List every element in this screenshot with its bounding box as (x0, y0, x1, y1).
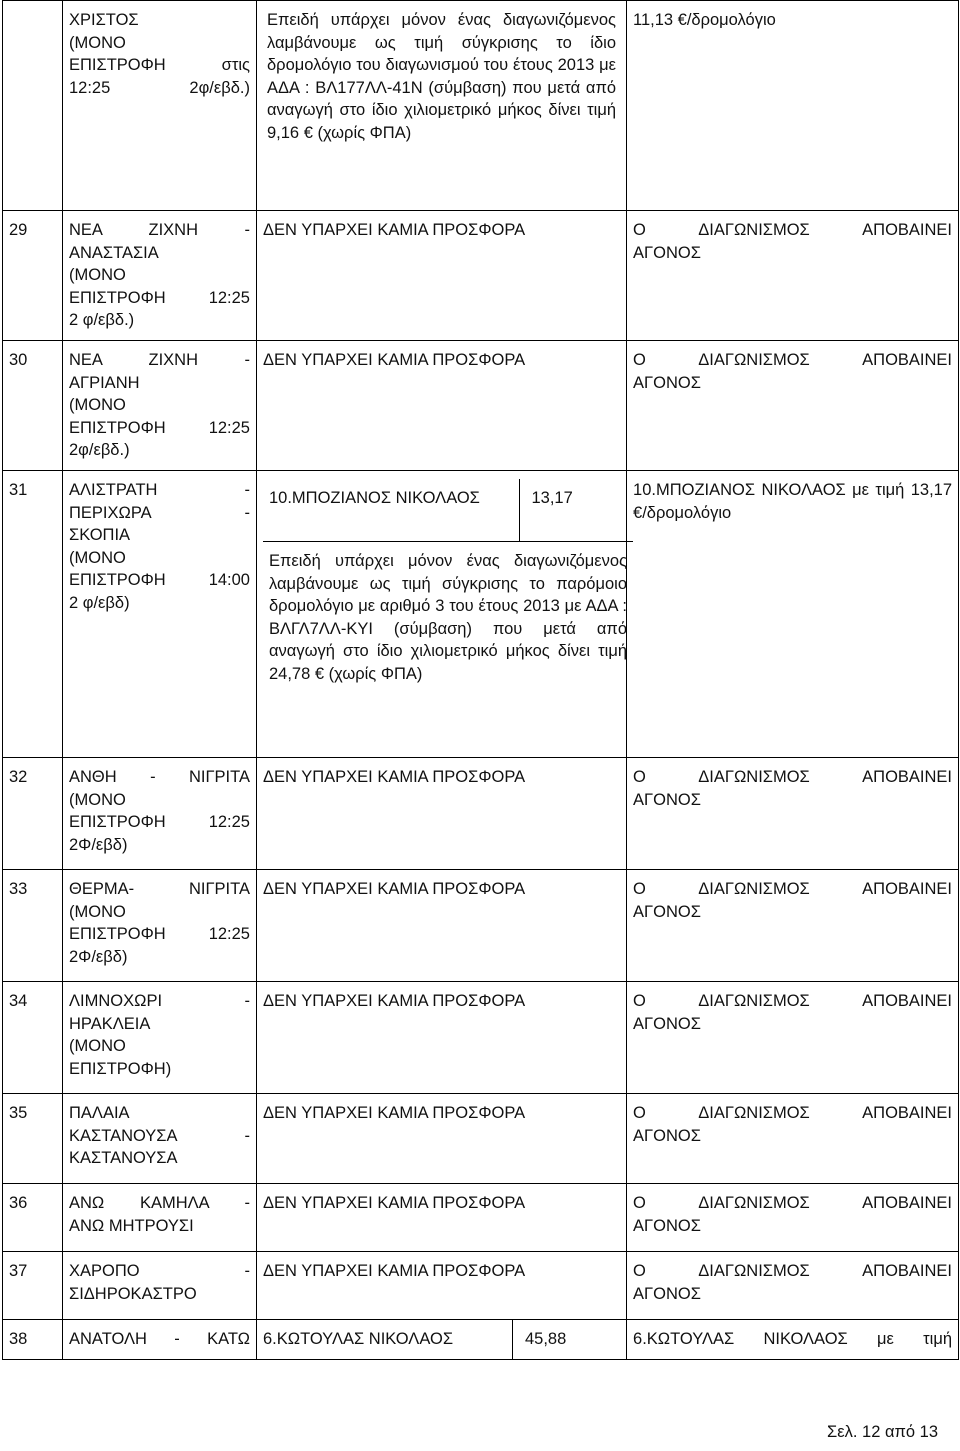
offer-subtable (263, 479, 633, 694)
route-cell (63, 1251, 257, 1319)
comparison-note (263, 541, 633, 693)
route-cell (63, 869, 257, 981)
no-offer-cell (257, 1251, 627, 1319)
route-line: (ΜΟΝΟ (69, 790, 126, 809)
table-row (3, 470, 959, 757)
route-line: ΣΙΔΗΡΟΚΑΣΤΡΟ (69, 1284, 197, 1303)
table-row (3, 1, 959, 211)
row-number: 33 (3, 869, 63, 981)
comparison-note (257, 1, 627, 211)
route-line: (ΜΟΝΟ (69, 33, 126, 52)
void-text-2: ΑΓΟΝΟΣ (633, 243, 701, 262)
no-offer-text: ΔΕΝ ΥΠΑΡΧΕΙ ΚΑΜΙΑ ΠΡΟΣΦΟΡΑ (263, 1193, 526, 1212)
void-text: Ο ΔΙΑΓΩΝΙΣΜΟΣ ΑΠΟΒΑΙΝΕΙ (633, 221, 953, 239)
row-number: 38 (3, 1319, 63, 1359)
route-line: ΕΠΙΣΤΡΟΦΗ 12:25 (69, 813, 250, 832)
row-number: 30 (3, 340, 63, 470)
no-offer-text: ΔΕΝ ΥΠΑΡΧΕΙ ΚΑΜΙΑ ΠΡΟΣΦΟΡΑ (263, 879, 526, 898)
void-text-2: ΑΓΟΝΟΣ (633, 902, 701, 921)
bidder-name: 10.ΜΠΟΖΙΑΝΟΣ ΝΙΚΟΛΑΟΣ (263, 479, 519, 542)
route-line: ΑΝΩ ΜΗΤΡΟΥΣΙ (69, 1216, 194, 1235)
route-line: (ΜΟΝΟ (69, 1037, 126, 1056)
no-offer-text: ΔΕΝ ΥΠΑΡΧΕΙ ΚΑΜΙΑ ΠΡΟΣΦΟΡΑ (263, 1261, 526, 1280)
result-cell (627, 340, 959, 470)
route-line: 2 φ/εβδ.) (69, 311, 135, 330)
result-cell (627, 757, 959, 869)
result-cell (627, 869, 959, 981)
route-line: ΑΝΘΗ - ΝΙΓΡΙΤΑ (69, 767, 250, 786)
result-text: 10.ΜΠΟΖΙΑΝΟΣ ΝΙΚΟΛΑΟΣ με τιμή 13,17 €/δρομολόγιο (633, 480, 953, 522)
tender-results-table (2, 0, 959, 1360)
result-text: 11,13 €/δρομολόγιο (633, 11, 776, 29)
row-number: 37 (3, 1251, 63, 1319)
void-text: Ο ΔΙΑΓΩΝΙΣΜΟΣ ΑΠΟΒΑΙΝΕΙ (633, 350, 953, 369)
route-line: ΚΑΣΤΑΝΟΥΣΑ - (69, 1126, 250, 1145)
row-number: 29 (3, 211, 63, 341)
no-offer-cell (257, 869, 627, 981)
table-row (3, 981, 959, 1093)
route-line: ΚΑΣΤΑΝΟΥΣΑ (69, 1149, 178, 1168)
no-offer-cell (257, 757, 627, 869)
route-line: 2φ/εβδ.) (69, 441, 130, 460)
no-offer-text: ΔΕΝ ΥΠΑΡΧΕΙ ΚΑΜΙΑ ΠΡΟΣΦΟΡΑ (263, 221, 526, 239)
no-offer-cell (257, 340, 627, 470)
void-text-2: ΑΓΟΝΟΣ (633, 790, 701, 809)
route-line: (ΜΟΝΟ (69, 548, 126, 567)
result-cell (627, 1183, 959, 1251)
void-text: Ο ΔΙΑΓΩΝΙΣΜΟΣ ΑΠΟΒΑΙΝΕΙ (633, 879, 953, 898)
route-line: ΗΡΑΚΛΕΙΑ (69, 1014, 151, 1033)
no-offer-cell (257, 1093, 627, 1183)
route-line: (ΜΟΝΟ (69, 902, 126, 921)
table-row (3, 869, 959, 981)
route-line: ΠΑΛΑΙΑ (69, 1103, 130, 1122)
table-row (3, 757, 959, 869)
route-line: 12:25 2φ/εβδ.) (69, 78, 250, 97)
route-cell (63, 1093, 257, 1183)
void-text: Ο ΔΙΑΓΩΝΙΣΜΟΣ ΑΠΟΒΑΙΝΕΙ (633, 767, 953, 786)
result-cell (627, 1, 959, 211)
result-cell (627, 470, 959, 757)
void-text: Ο ΔΙΑΓΩΝΙΣΜΟΣ ΑΠΟΒΑΙΝΕΙ (633, 1261, 953, 1280)
table-row (3, 1251, 959, 1319)
route-line: (ΜΟΝΟ (69, 396, 126, 415)
row-number: 31 (3, 470, 63, 757)
route-cell (63, 340, 257, 470)
void-text-2: ΑΓΟΝΟΣ (633, 1216, 701, 1235)
no-offer-cell (257, 211, 627, 341)
route-line: 2 φ/εβδ) (69, 593, 130, 612)
route-line: ΕΠΙΣΤΡΟΦΗ) (69, 1059, 172, 1078)
result-text: 6.ΚΩΤΟΥΛΑΣ ΝΙΚΟΛΑΟΣ με τιμή (633, 1329, 953, 1348)
route-line: ΕΠΙΣΤΡΟΦΗ 12:25 (69, 288, 250, 307)
no-offer-text: ΔΕΝ ΥΠΑΡΧΕΙ ΚΑΜΙΑ ΠΡΟΣΦΟΡΑ (263, 350, 526, 369)
row-number: 35 (3, 1093, 63, 1183)
page-number: Σελ. 12 από 13 (827, 1423, 938, 1441)
route-line: ΝΕΑ ΖΙΧΝΗ - (69, 350, 250, 369)
result-cell (627, 211, 959, 341)
route-line: 2Φ/εβδ) (69, 835, 128, 854)
route-line: ΑΝΩ ΚΑΜΗΛΑ - (69, 1193, 250, 1212)
bidder-name: 6.ΚΩΤΟΥΛΑΣ ΝΙΚΟΛΑΟΣ (257, 1319, 513, 1359)
void-text: Ο ΔΙΑΓΩΝΙΣΜΟΣ ΑΠΟΒΑΙΝΕΙ (633, 1103, 953, 1122)
route-cell (63, 757, 257, 869)
route-line: ΣΚΟΠΙΑ (69, 526, 131, 545)
route-line: ΘΕΡΜΑ- ΝΙΓΡΙΤΑ (69, 879, 250, 898)
no-offer-text: ΔΕΝ ΥΠΑΡΧΕΙ ΚΑΜΙΑ ΠΡΟΣΦΟΡΑ (263, 1103, 526, 1122)
route-line: ΝΕΑ ΖΙΧΝΗ - (69, 221, 250, 239)
result-cell (627, 1319, 959, 1359)
row-number: 34 (3, 981, 63, 1093)
result-cell (627, 1093, 959, 1183)
route-line: ΧΑΡΟΠΟ - (69, 1261, 250, 1280)
route-line: ΕΠΙΣΤΡΟΦΗ 14:00 (69, 571, 250, 590)
void-text-2: ΑΓΟΝΟΣ (633, 1284, 701, 1303)
route-line: ΠΕΡΙΧΩΡΑ - (69, 503, 250, 522)
no-offer-cell (257, 981, 627, 1093)
table-row (3, 211, 959, 341)
route-line: ΑΓΡΙΑΝΗ (69, 373, 140, 392)
row-number: 36 (3, 1183, 63, 1251)
route-line: ΕΠΙΣΤΡΟΦΗ 12:25 (69, 925, 250, 944)
result-cell (627, 981, 959, 1093)
row-number: 32 (3, 757, 63, 869)
table-row (3, 1183, 959, 1251)
void-text: Ο ΔΙΑΓΩΝΙΣΜΟΣ ΑΠΟΒΑΙΝΕΙ (633, 991, 953, 1010)
route-line: ΕΠΙΣΤΡΟΦΗ στις (69, 56, 250, 75)
route-cell (63, 1319, 257, 1359)
bidder-price: 13,17 (519, 479, 633, 542)
route-line: ΑΝΑΤΟΛΗ - ΚΑΤΩ (69, 1329, 250, 1348)
route-cell (63, 1183, 257, 1251)
no-offer-text: ΔΕΝ ΥΠΑΡΧΕΙ ΚΑΜΙΑ ΠΡΟΣΦΟΡΑ (263, 991, 526, 1010)
void-text: Ο ΔΙΑΓΩΝΙΣΜΟΣ ΑΠΟΒΑΙΝΕΙ (633, 1193, 953, 1212)
no-offer-cell (257, 1183, 627, 1251)
route-cell (63, 470, 257, 757)
row-number (3, 1, 63, 211)
offer-cell (257, 470, 627, 757)
route-cell (63, 211, 257, 341)
note-text: Επειδή υπάρχει μόνον ένας διαγωνιζόμενος λαμβάνουμε ως τιμή σύγκρισης το ίδιο δρομολόγιο του διαγωνισμού του έτους 2013 με ΑΔΑ : ΒΛ177ΛΛ-41Ν (σύμβαση) που μετά από αναγωγή στο ίδιο χιλιομετρικό μήκος δίνει τιμή 9,16 € (χωρίς ΦΠΑ) (267, 11, 617, 142)
no-offer-text: ΔΕΝ ΥΠΑΡΧΕΙ ΚΑΜΙΑ ΠΡΟΣΦΟΡΑ (263, 767, 526, 786)
void-text-2: ΑΓΟΝΟΣ (633, 1014, 701, 1033)
table-row (3, 1319, 959, 1359)
route-cell (63, 1, 257, 211)
bidder-price: 45,88 (513, 1319, 627, 1359)
route-cell (63, 981, 257, 1093)
route-line: ΑΝΑΣΤΑΣΙΑ (69, 243, 159, 262)
table-row (3, 1093, 959, 1183)
table-row (3, 340, 959, 470)
result-cell (627, 1251, 959, 1319)
void-text-2: ΑΓΟΝΟΣ (633, 373, 701, 392)
route-line: ΧΡΙΣΤΟΣ (69, 11, 139, 29)
route-line: 2Φ/εβδ) (69, 947, 128, 966)
note-text: Επειδή υπάρχει μόνον ένας διαγωνιζόμενος λαμβάνουμε ως τιμή σύγκρισης το παρόμοιο δρομολόγιο με αριθμό 3 του έτους 2013 με ΑΔΑ : ΒΛΓΛ7ΛΛ-ΚΥΙ (σύμβαση) που μετά από αναγωγή στο ίδιο χιλιομετρικό μήκος δίνει τιμή 24,78 € (χωρίς ΦΠΑ) (269, 551, 627, 683)
route-line: ΕΠΙΣΤΡΟΦΗ 12:25 (69, 418, 250, 437)
route-line: ΑΛΙΣΤΡΑΤΗ - (69, 480, 250, 499)
void-text-2: ΑΓΟΝΟΣ (633, 1126, 701, 1145)
route-line: ΛΙΜΝΟΧΩΡΙ - (69, 991, 250, 1010)
route-line: (ΜΟΝΟ (69, 266, 126, 285)
